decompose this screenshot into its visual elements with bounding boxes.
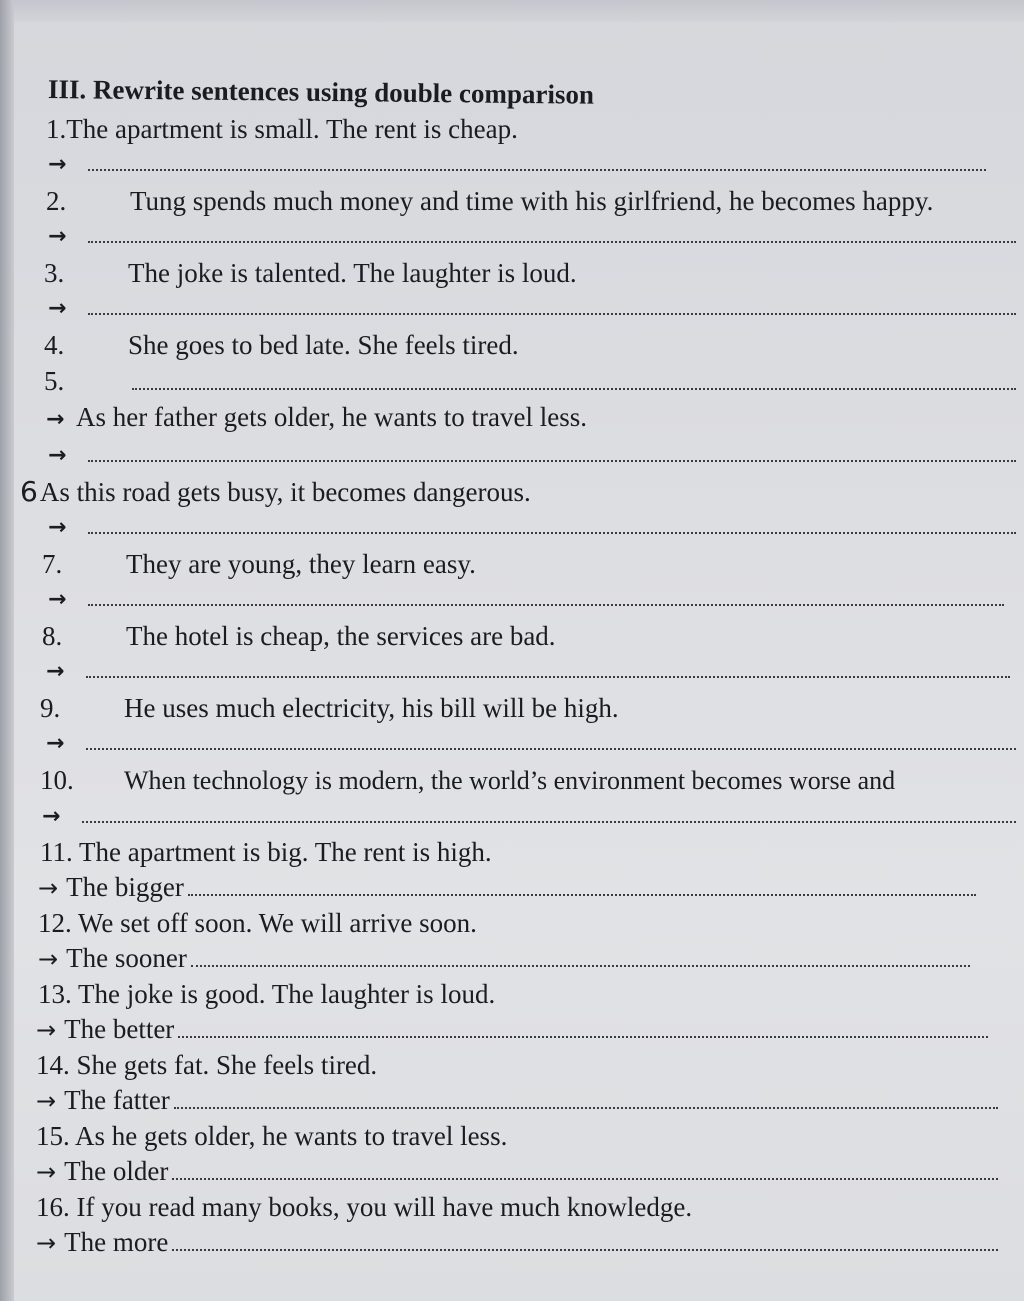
arrow-icon: →	[48, 224, 67, 249]
question-number: 3.	[44, 258, 65, 288]
answer-line	[36, 1225, 1016, 1261]
arrow-icon: →	[38, 945, 59, 973]
question-row	[40, 690, 1016, 726]
answer-line	[46, 726, 1016, 762]
arrow-icon: →	[36, 1229, 57, 1257]
answer-line	[48, 438, 1016, 474]
question-row	[40, 835, 1016, 870]
answer-line	[48, 219, 1016, 255]
question-text: 11. The apartment is big. The rent is high.	[40, 837, 492, 867]
question-row	[44, 363, 1016, 399]
question-row	[36, 1190, 1016, 1225]
answer-blank[interactable]	[86, 656, 1010, 678]
arrow-icon: →	[38, 874, 59, 902]
question-number: 5.	[44, 366, 65, 396]
answer-blank[interactable]	[132, 368, 1016, 390]
question-text: She goes to bed late. She feels tired.	[128, 330, 519, 360]
arrow-icon: →	[36, 1016, 57, 1044]
question-row	[44, 255, 1016, 291]
question-row	[36, 1119, 1016, 1154]
question-text: 15. As he gets older, he wants to travel less.	[36, 1121, 508, 1151]
question-text: The hotel is cheap, the services are bad.	[126, 621, 556, 651]
answer-blank[interactable]	[191, 945, 970, 967]
question-row	[44, 327, 1016, 363]
arrow-icon: →	[48, 152, 67, 177]
question-number: 1.	[46, 114, 67, 144]
answer-line	[48, 582, 1016, 618]
answer-line	[46, 399, 1016, 438]
arrow-icon: →	[48, 515, 67, 540]
question-text: Tung spends much money and time with his girlfriend, he becomes happy.	[130, 186, 934, 216]
question-number: 7.	[42, 549, 63, 579]
question-row	[38, 906, 1016, 941]
answer-prompt: The more	[64, 1227, 169, 1257]
question-row	[46, 111, 1016, 147]
page-top-edge	[0, 0, 1024, 22]
question-text: They are young, they learn easy.	[126, 549, 476, 579]
exercise-title: III. Rewrite sentences using double comparison	[47, 74, 595, 110]
question-row	[36, 1048, 1016, 1083]
answer-line	[48, 510, 1016, 546]
answer-prompt: The better	[64, 1014, 175, 1044]
answer-blank[interactable]	[88, 221, 1016, 243]
answer-prompt: The older	[64, 1156, 169, 1186]
answer-blank[interactable]	[188, 874, 976, 896]
question-row	[40, 762, 1016, 799]
answer-line	[42, 799, 1016, 835]
answer-prompt: The fatter	[64, 1085, 170, 1115]
question-number: 9.	[40, 693, 61, 723]
question-text: The joke is talented. The laughter is loud.	[128, 258, 577, 288]
question-row	[38, 977, 1016, 1012]
answer-blank[interactable]	[88, 512, 1016, 534]
answer-line	[38, 941, 1016, 977]
answer-prompt: The bigger	[66, 872, 184, 902]
question-number: 4.	[44, 330, 65, 360]
answer-blank[interactable]	[88, 584, 1004, 606]
question-row	[42, 618, 1016, 654]
question-text: 12. We set off soon. We will arrive soon.	[38, 908, 477, 938]
answer-blank[interactable]	[86, 728, 1016, 750]
answer-blank[interactable]	[88, 293, 1016, 315]
answer-line	[46, 654, 1016, 690]
answer-line	[48, 291, 1016, 327]
question-number: 6	[20, 475, 38, 508]
page-left-edge	[0, 0, 14, 1301]
question-number: 10.	[40, 765, 74, 795]
answer-blank[interactable]	[174, 1087, 998, 1109]
question-number: 2.	[46, 186, 67, 216]
question-row	[20, 474, 1016, 510]
answer-prompt: The sooner	[66, 943, 187, 973]
question-row	[42, 546, 1016, 582]
arrow-icon: →	[46, 659, 65, 684]
question-text: As her father gets older, he wants to travel less.	[76, 402, 588, 432]
exercise-content	[20, 74, 1016, 1261]
question-text: He uses much electricity, his bill will be high.	[124, 693, 619, 723]
answer-line	[36, 1012, 1016, 1048]
arrow-icon: →	[48, 296, 67, 321]
answer-blank[interactable]	[88, 149, 986, 171]
answer-line	[36, 1154, 1016, 1190]
answer-blank[interactable]	[178, 1016, 988, 1038]
question-text: As this road gets busy, it becomes dangerous.	[39, 477, 531, 507]
exercise-part-two	[36, 835, 1016, 1261]
arrow-icon: →	[46, 731, 65, 756]
question-text: The apartment is small. The rent is cheap.	[66, 114, 518, 144]
answer-blank[interactable]	[172, 1158, 998, 1180]
question-number: 8.	[42, 621, 63, 651]
question-text: 16. If you read many books, you will have much knowledge.	[36, 1192, 693, 1222]
question-text: When technology is modern, the world’s environment becomes worse and	[124, 766, 896, 795]
question-row	[46, 183, 1016, 219]
arrow-icon: →	[46, 407, 65, 432]
answer-blank[interactable]	[88, 440, 1016, 462]
arrow-icon: →	[42, 804, 61, 829]
answer-line	[48, 147, 1016, 183]
arrow-icon: →	[36, 1158, 57, 1186]
arrow-icon: →	[48, 587, 67, 612]
answer-blank[interactable]	[172, 1229, 998, 1251]
question-text: 14. She gets fat. She feels tired.	[36, 1050, 378, 1080]
question-text: 13. The joke is good. The laughter is loud.	[38, 979, 496, 1009]
answer-blank[interactable]	[82, 801, 1016, 823]
arrow-icon: →	[36, 1087, 57, 1115]
answer-line	[38, 870, 1016, 906]
answer-line	[36, 1083, 1016, 1119]
arrow-icon: →	[48, 443, 67, 468]
